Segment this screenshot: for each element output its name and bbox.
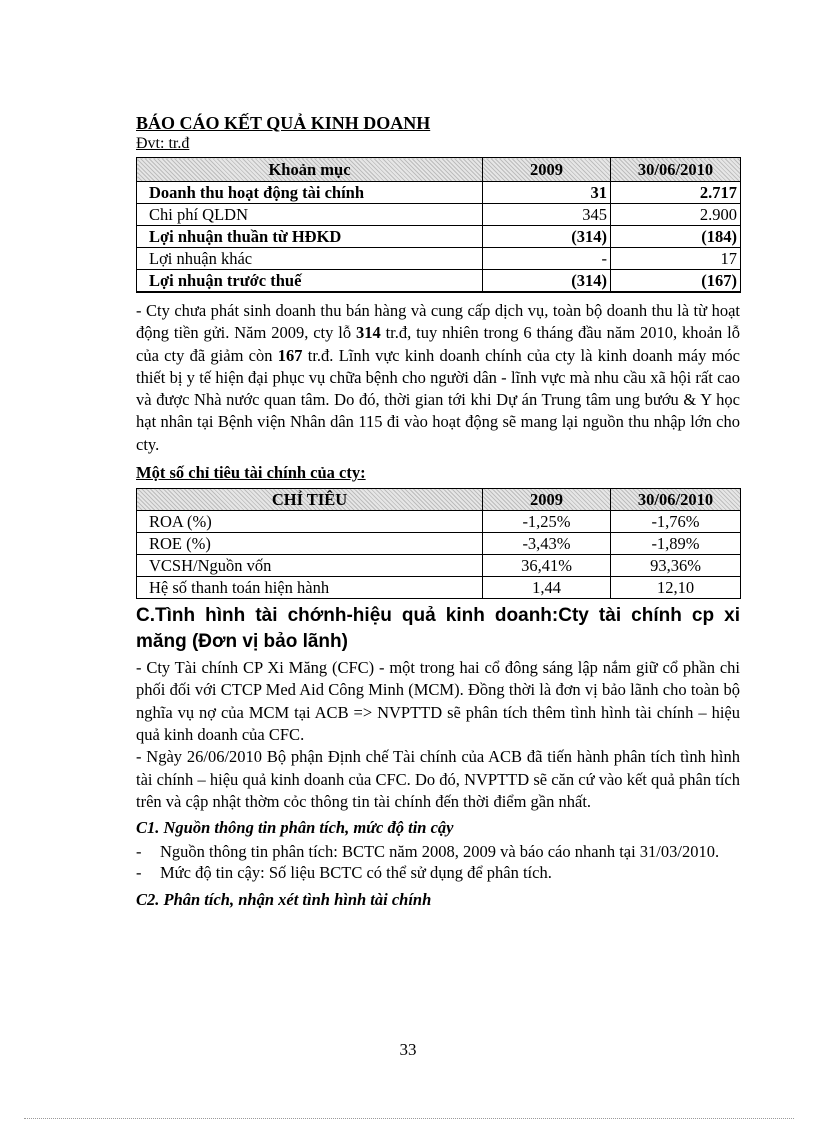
bullet-dash: -: [136, 863, 142, 883]
page-number: 33: [399, 1040, 417, 1059]
table-header-row: [137, 158, 741, 182]
row-label: Lợi nhuận thuần từ HĐKD: [137, 226, 483, 248]
row-value-2009: (314): [483, 270, 611, 293]
row-value-2010: -1,89%: [611, 533, 741, 555]
footer-dotted-line: [24, 1118, 794, 1119]
header-2009: 2009: [483, 158, 611, 182]
row-label: Hệ số thanh toán hiện hành: [137, 577, 483, 599]
cfc-intro-paragraph: - Cty Tài chính CP Xi Măng (CFC) - một trong hai cổ đông sáng lập nắm giữ cổ phần chi phối đối với CTCP Med Aid Công Minh (MCM). Đồng thời là đơn vị bảo lãnh cho toàn bộ nghĩa vụ nợ của MCM tại ACB => NVPTTD sẽ phân tích thêm tình hình tài chính – hiệu quả kinh doanh của CFC.: [136, 658, 740, 744]
header-item: Khoản mục: [137, 158, 483, 182]
c2-heading: C2. Phân tích, nhận xét tình hình tài chính: [136, 890, 432, 910]
commentary-text-2: tr.đ, tuy nhiên trong 6 tháng đầu năm 2010, khoản lỗ của cty đã giảm còn: [136, 323, 740, 365]
table-row: [137, 511, 741, 533]
row-label: Lợi nhuận khác: [137, 248, 483, 270]
table-row: [137, 226, 741, 248]
section-c-prefix: C.: [136, 605, 155, 627]
loss-2009-value: 314: [355, 323, 381, 343]
table-row: [137, 533, 741, 555]
bullet-text: Nguồn thông tin phân tích: BCTC năm 2008, 2009 và báo cáo nhanh tại 31/03/2010.: [160, 842, 720, 862]
section-c-title: Tình hình tài chớnh-hiệu quả kinh doanh:Cty tài chính cp xi măng (Đơn vị bảo lãnh): [136, 605, 740, 653]
table-row: [137, 270, 741, 293]
row-value-2010: -1,76%: [611, 511, 741, 533]
business-commentary-paragraph: [136, 300, 740, 456]
table-row: [137, 555, 741, 577]
table-header-row: [137, 489, 741, 511]
report-title: BÁO CÁO KẾT QUẢ KINH DOANH: [136, 113, 431, 133]
header-2009: 2009: [483, 489, 611, 511]
c1-heading: C1. Nguồn thông tin phân tích, mức độ tin cậy: [136, 818, 454, 838]
row-value-2009: -3,43%: [483, 533, 611, 555]
income-statement-table: [136, 157, 741, 293]
cfc-analysis-paragraph: - Ngày 26/06/2010 Bộ phận Định chế Tài chính của ACB đã tiến hành phân tích tình hình tài chính – hiệu quả kinh doanh của CFC. Do đó, NVPTTD sẽ căn cứ vào kết quả phân tích trên và cập nhật thờm cỏc thông tin tài chính đến thời điểm gần nhất.: [136, 747, 740, 811]
row-value-2010: 2.717: [611, 182, 741, 204]
bullet-text: Mức độ tin cậy: Số liệu BCTC có thể sử dụng để phân tích.: [160, 863, 552, 883]
row-value-2010: (184): [611, 226, 741, 248]
table-row: [137, 204, 741, 226]
row-value-2009: 345: [483, 204, 611, 226]
row-value-2010: 2.900: [611, 204, 741, 226]
row-label: Doanh thu hoạt động tài chính: [137, 182, 483, 204]
row-label: ROA (%): [137, 511, 483, 533]
row-label: Chi phí QLDN: [137, 204, 483, 226]
commentary-text-1: - Cty chưa phát sinh doanh thu bán hàng và cung cấp dịch vụ, toàn bộ doanh thu là từ hoạt động tiền gửi. Năm 2009, cty lỗ: [136, 301, 740, 343]
row-value-2009: -: [483, 248, 611, 270]
page-content: [136, 112, 740, 913]
table-row: [137, 577, 741, 599]
commentary-text-3: tr.đ. Lĩnh vực kinh doanh chính của cty là kinh doanh máy móc thiết bị y tế hiện đại phục vụ chữa bệnh cho người dân - lĩnh vực mà nhu cầu xã hội rất cao và được Nhà nước quan tâm. Do đó, thời gian tới khi Dự án Trung tâm ung bướu & Y học hạt nhân tại Bệnh viện Nhân dân 115 đi vào hoạt động sẽ mang lại nguồn thu nhập lớn cho cty.: [136, 345, 740, 454]
row-value-2009: -1,25%: [483, 511, 611, 533]
row-value-2009: 31: [483, 182, 611, 204]
c1-bullet-reliability: [136, 862, 740, 883]
row-label: VCSH/Nguồn vốn: [137, 555, 483, 577]
row-value-2010: 17: [611, 248, 741, 270]
header-indicator: CHỈ TIÊU: [137, 489, 483, 511]
row-value-2010: (167): [611, 270, 741, 293]
row-value-2009: (314): [483, 226, 611, 248]
loss-2010-value: 167: [277, 345, 303, 365]
header-2010: 30/06/2010: [611, 158, 741, 182]
bullet-dash: -: [136, 842, 142, 862]
row-label: ROE (%): [137, 533, 483, 555]
row-value-2009: 36,41%: [483, 555, 611, 577]
ratios-title: Một số chỉ tiêu tài chính của cty:: [136, 463, 366, 483]
table-row: [137, 248, 741, 270]
row-label: Lợi nhuận trước thuế: [137, 270, 483, 293]
section-c-heading: [136, 603, 740, 655]
c1-bullet-source: [136, 841, 740, 862]
financial-ratios-table: [136, 488, 741, 599]
row-value-2010: 12,10: [611, 577, 741, 599]
table-row: [137, 182, 741, 204]
row-value-2009: 1,44: [483, 577, 611, 599]
row-value-2010: 93,36%: [611, 555, 741, 577]
unit-label: Đvt: tr.đ: [136, 135, 190, 152]
header-2010: 30/06/2010: [611, 489, 741, 511]
